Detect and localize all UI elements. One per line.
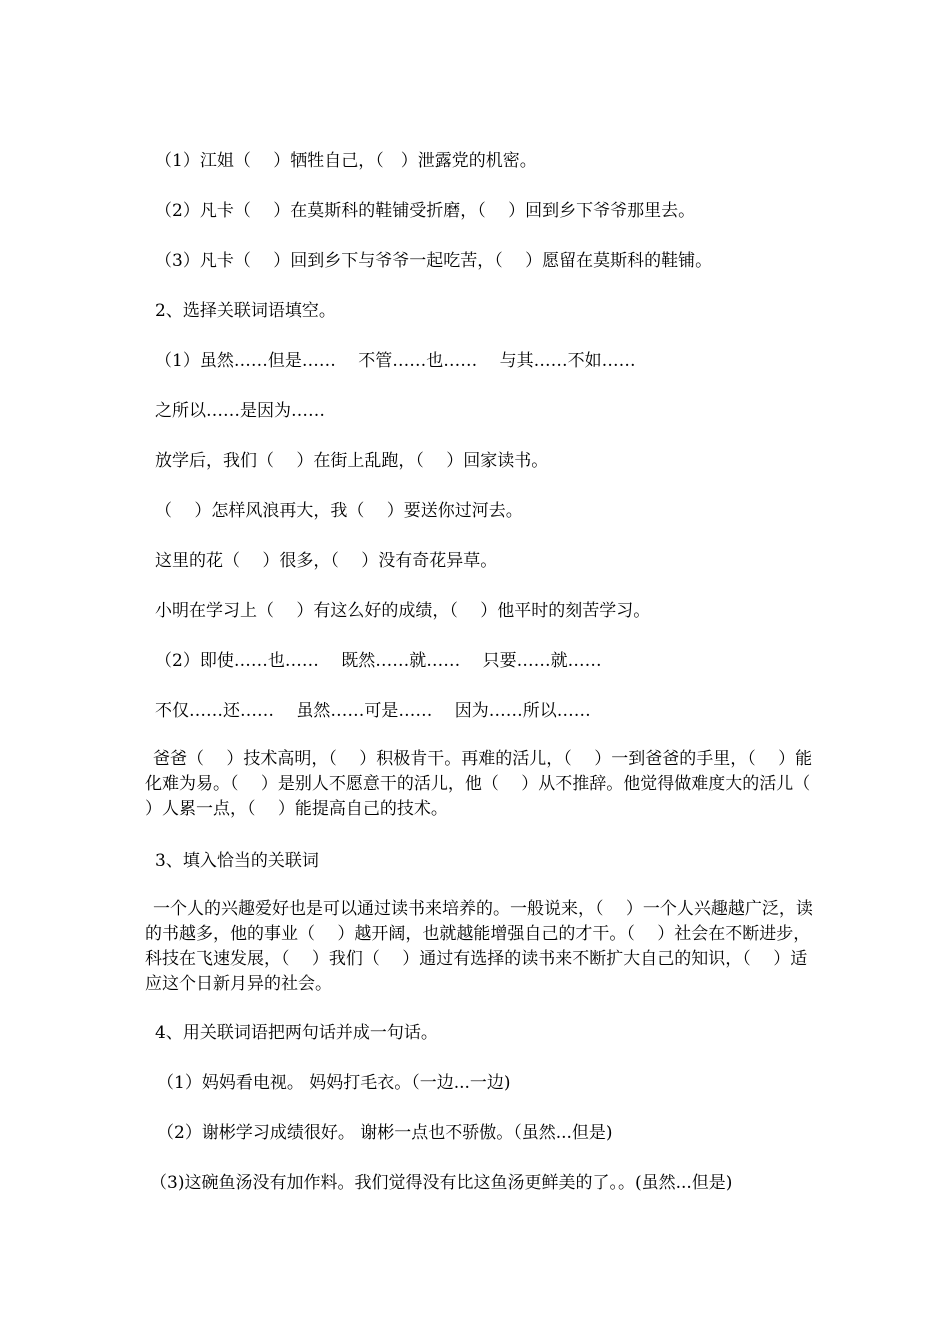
q1-item-3: （3）凡卡（ ）回到乡下与爷爷一起吃苦，（ ）愿留在莫斯科的鞋铺。 bbox=[155, 251, 713, 271]
q4-item-1: （1）妈妈看电视。 妈妈打毛衣。（一边...一边) bbox=[157, 1073, 511, 1093]
fill-sentence-3: 这里的花（ ）很多，（ ）没有奇花异草。 bbox=[155, 551, 498, 571]
section-4-title: 4、用关联词语把两句话并成一句话。 bbox=[155, 1023, 438, 1043]
q4-item-3: （3)这碗鱼汤没有加作料。我们觉得没有比这鱼汤更鲜美的了。。(虽然...但是) bbox=[150, 1173, 733, 1193]
word-options-2-cont: 不仅……还…… 虽然……可是…… 因为……所以…… bbox=[155, 701, 591, 721]
fill-sentence-4: 小明在学习上（ ）有这么好的成绩，（ ）他平时的刻苦学习。 bbox=[155, 601, 651, 621]
word-options-2: （2）即使……也…… 既然……就…… 只要……就…… bbox=[155, 651, 602, 671]
q1-item-2: （2）凡卡（ ）在莫斯科的鞋铺受折磨，（ ）回到乡下爷爷那里去。 bbox=[155, 201, 696, 221]
paragraph-reading: 一个人的兴趣爱好也是可以通过读书来培养的。一般说来，（ ）一个人兴趣越广泛，读的书越多，他的事业（ ）越开阔，也就越能增强自己的才干。（ ）社会在不断进步，科技在飞速发展，（ ）我们（ ）通过有选择的读书来不断扩大自己的知识，（ ）适应这个日新月异的社会。 bbox=[145, 899, 813, 994]
section-2-title: 2、选择关联词语填空。 bbox=[155, 301, 336, 321]
paragraph-father: 爸爸（ ）技术高明，（ ）积极肯干。再难的活儿，（ ）一到爸爸的手里，（ ）能化难为易。（ ）是别人不愿意干的活儿，他（ ）从不推辞。他觉得做难度大的活儿（ ）人累一点，（ ）能提高自己的技术。 bbox=[145, 749, 833, 819]
fill-sentence-1: 放学后，我们（ ）在街上乱跑，（ ）回家读书。 bbox=[155, 451, 549, 471]
word-options-1-cont: 之所以……是因为…… bbox=[155, 401, 325, 421]
q1-item-1: （1）江姐（ ）牺牲自己，（ ）泄露党的机密。 bbox=[155, 151, 537, 171]
word-options-1: （1）虽然……但是…… 不管……也…… 与其……不如…… bbox=[155, 351, 636, 371]
section-3-title: 3、填入恰当的关联词 bbox=[155, 851, 319, 871]
fill-sentence-2: （ ）怎样风浪再大，我（ ）要送你过河去。 bbox=[155, 501, 523, 521]
q4-item-2: （2）谢彬学习成绩很好。 谢彬一点也不骄傲。（虽然...但是) bbox=[157, 1123, 613, 1143]
